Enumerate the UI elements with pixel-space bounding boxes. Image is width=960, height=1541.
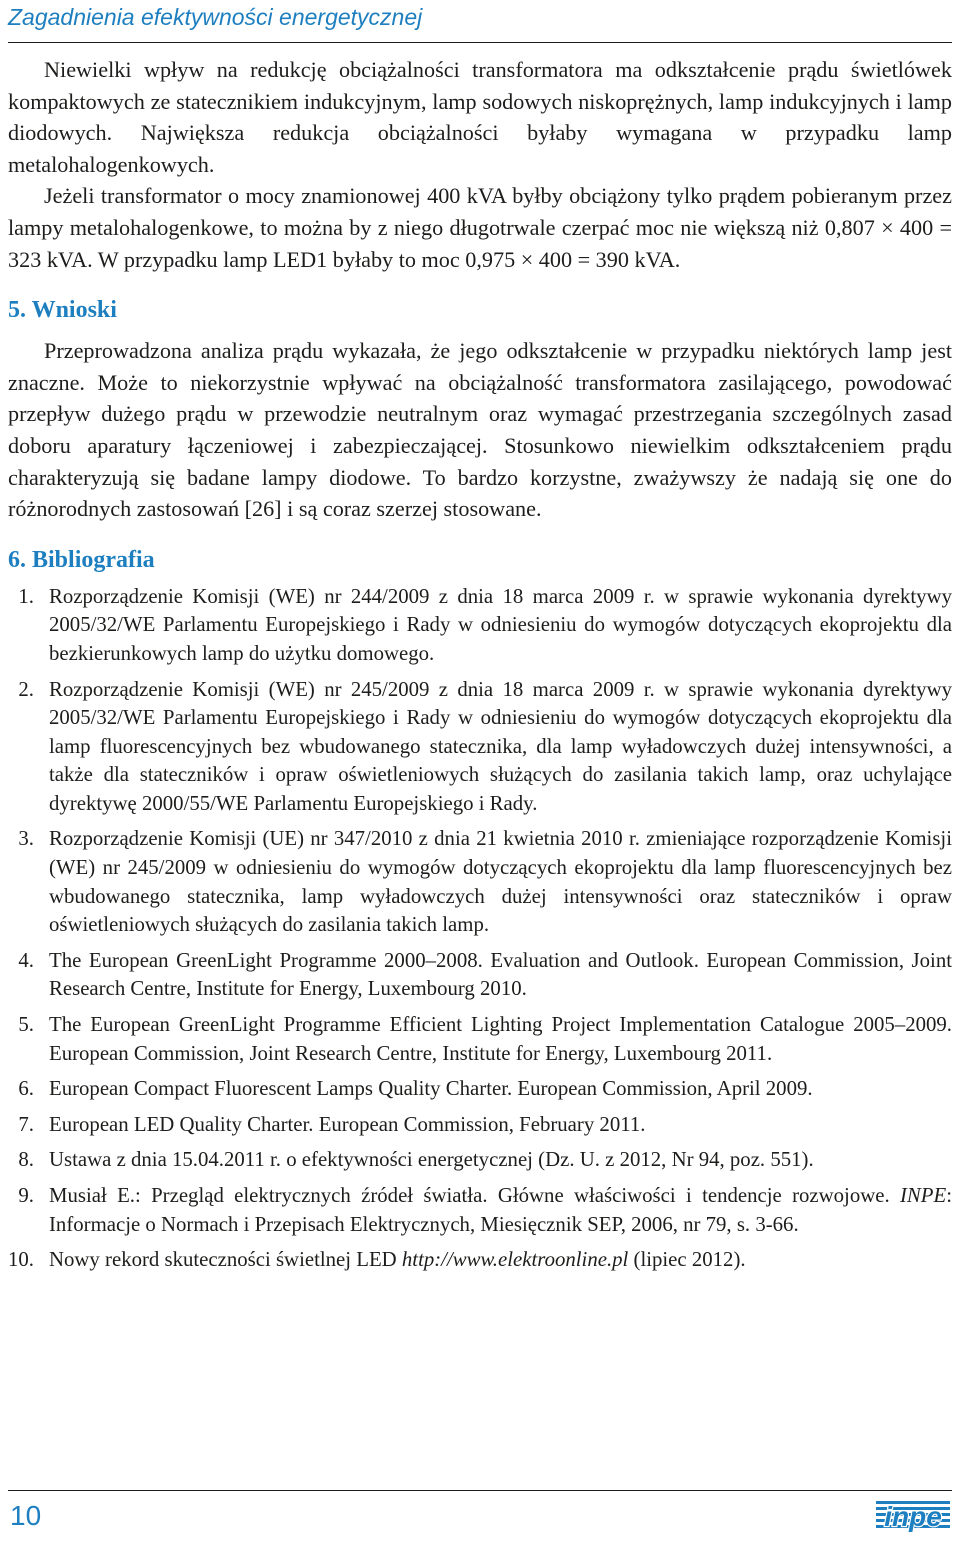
reference-number: 8.	[18, 1148, 34, 1172]
reference-item	[8, 825, 952, 939]
reference-item	[8, 676, 952, 819]
reference-item	[8, 1111, 952, 1140]
reference-item	[8, 947, 952, 1004]
reference-number: 2.	[18, 677, 34, 701]
reference-item	[8, 1182, 952, 1239]
logo-text: inpe	[884, 1501, 942, 1532]
reference-text: The European GreenLight Programme 2000–2008. Evaluation and Outlook. European Commission, Joint Research Centre, Institute for Energy, Luxembourg 2010.	[49, 948, 952, 1001]
reference-text-continued: (lipiec 2012).	[628, 1248, 746, 1272]
reference-text-continued: : Informacje o Normach i Przepisach Elektrycznych, Miesięcznik SEP, 2006, nr 79, s. 3-66.	[49, 1184, 952, 1236]
reference-item	[8, 1075, 952, 1104]
reference-text: Rozporządzenie Komisji (UE) nr 347/2010 z dnia 21 kwietnia 2010 r. zmieniające rozporządzenie Komisji (WE) nr 245/2009 w odniesieniu do wymogów dotyczących ekoprojektu dla lamp fluorescencyjnych bez wbudowanego statecznika, lamp wyładowczych dużej intensywności oraz stateczników i opraw oświetleniowych służących do zasilania takich lamp.	[49, 827, 952, 937]
bibliography-list	[8, 583, 952, 1275]
footer-divider	[8, 1490, 952, 1491]
reference-number: 9.	[18, 1184, 34, 1207]
reference-text: Ustawa z dnia 15.04.2011 r. o efektywności energetycznej (Dz. U. z 2012, Nr 94, poz. 551).	[49, 1148, 814, 1172]
section-heading-conclusions: 5. Wnioski	[8, 297, 117, 324]
inpe-logo	[874, 1497, 952, 1535]
reference-text: European Compact Fluorescent Lamps Quality Charter. European Commission, April 2009.	[49, 1077, 813, 1101]
reference-text: Musiał E.: Przegląd elektrycznych źródeł światła. Główne właściwości i tendencje rozwojowe.	[49, 1184, 900, 1207]
reference-text: Nowy rekord skuteczności świetlnej LED	[49, 1248, 402, 1272]
paragraph-2: Jeżeli transformator o mocy znamionowej 400 kVA byłby obciążony tylko prądem pobieranym przez lampy metalohalogenkowe, to można by z niego długotrwale czerpać moc nie większą niż 0,807 × 400 = 323 kVA. W przypadku lamp LED1 byłaby to moc 0,975 × 400 = 390 kVA.	[8, 183, 952, 272]
reference-number: 4.	[18, 948, 34, 972]
paragraph-1: Niewielki wpływ na redukcję obciążalności transformatora ma odkształcenie prądu świetlówek kompaktowych ze statecznikiem indukcyjnym, lamp sodowych niskoprężnych, lamp indukcyjnych i lamp diodowych. Największa redukcja obciążalności byłaby wymagana w przypadku lamp metalohalogenkowych.	[8, 57, 952, 177]
reference-number: 7.	[18, 1112, 34, 1136]
reference-item	[8, 1011, 952, 1068]
journal-title: INPE	[900, 1184, 947, 1207]
header-title: Zagadnienia efektywności energetycznej	[8, 4, 423, 30]
reference-number: 5.	[18, 1013, 34, 1037]
reference-number: 10.	[8, 1248, 34, 1272]
reference-url: http://www.elektroonline.pl	[401, 1248, 629, 1272]
reference-text: Rozporządzenie Komisji (WE) nr 244/2009 z dnia 18 marca 2009 r. w sprawie wykonania dyrektywy 2005/32/WE Parlamentu Europejskiego i Rady w odniesieniu do wymogów dotyczących ekoprojektu dla bezkierunkowych lamp do użytku domowego.	[49, 584, 952, 665]
paragraph-conclusions: Przeprowadzona analiza prądu wykazała, że jego odkształcenie w przypadku niektórych lamp jest znaczne. Może to niekorzystnie wpływać na obciążalność transformatora zasilającego, powodować przepływ dużego prądu w przewodzie neutralnym oraz wymagać przestrzegania szczególnych zasad doboru aparatury łączeniowej i zabezpieczającej. Stosunkowo niewielkim odkształceniem prądu charakteryzują się badane lampy diodowe. To bardzo korzystne, zważywszy że nadają się one do różnorodnych zastosowań [26] i są coraz szerzej stosowane.	[8, 338, 952, 522]
reference-number: 6.	[18, 1077, 34, 1101]
reference-item	[8, 1246, 952, 1275]
page-number: 10	[10, 1500, 42, 1531]
reference-text: The European GreenLight Programme Efficient Lighting Project Implementation Catalogue 2005–2009. European Commission, Joint Research Centre, Institute for Energy, Luxembourg 2011.	[49, 1013, 952, 1065]
reference-item	[8, 1146, 952, 1175]
article-content	[8, 54, 952, 1282]
page-header	[8, 2, 952, 43]
section-heading-bibliography: 6. Bibliografia	[8, 546, 155, 573]
reference-number: 3.	[18, 827, 34, 851]
reference-text: Rozporządzenie Komisji (WE) nr 245/2009 z dnia 18 marca 2009 r. w sprawie wykonania dyrektywy 2005/32/WE Parlamentu Europejskiego i Rady w odniesieniu do wymogów dotyczących ekoprojektu dla lamp fluorescencyjnych bez wbudowanego statecznika, dla lamp wyładowczych dużej intensywności, a także dla stateczników i opraw oświetleniowych służących do zasilania takich lamp, oraz uchylające dyrektywę 2000/55/WE Parlamentu Europejskiego i Rady.	[49, 677, 952, 815]
reference-text: European LED Quality Charter. European Commission, February 2011.	[49, 1112, 646, 1136]
reference-number: 1.	[18, 584, 34, 608]
reference-item	[8, 583, 952, 669]
